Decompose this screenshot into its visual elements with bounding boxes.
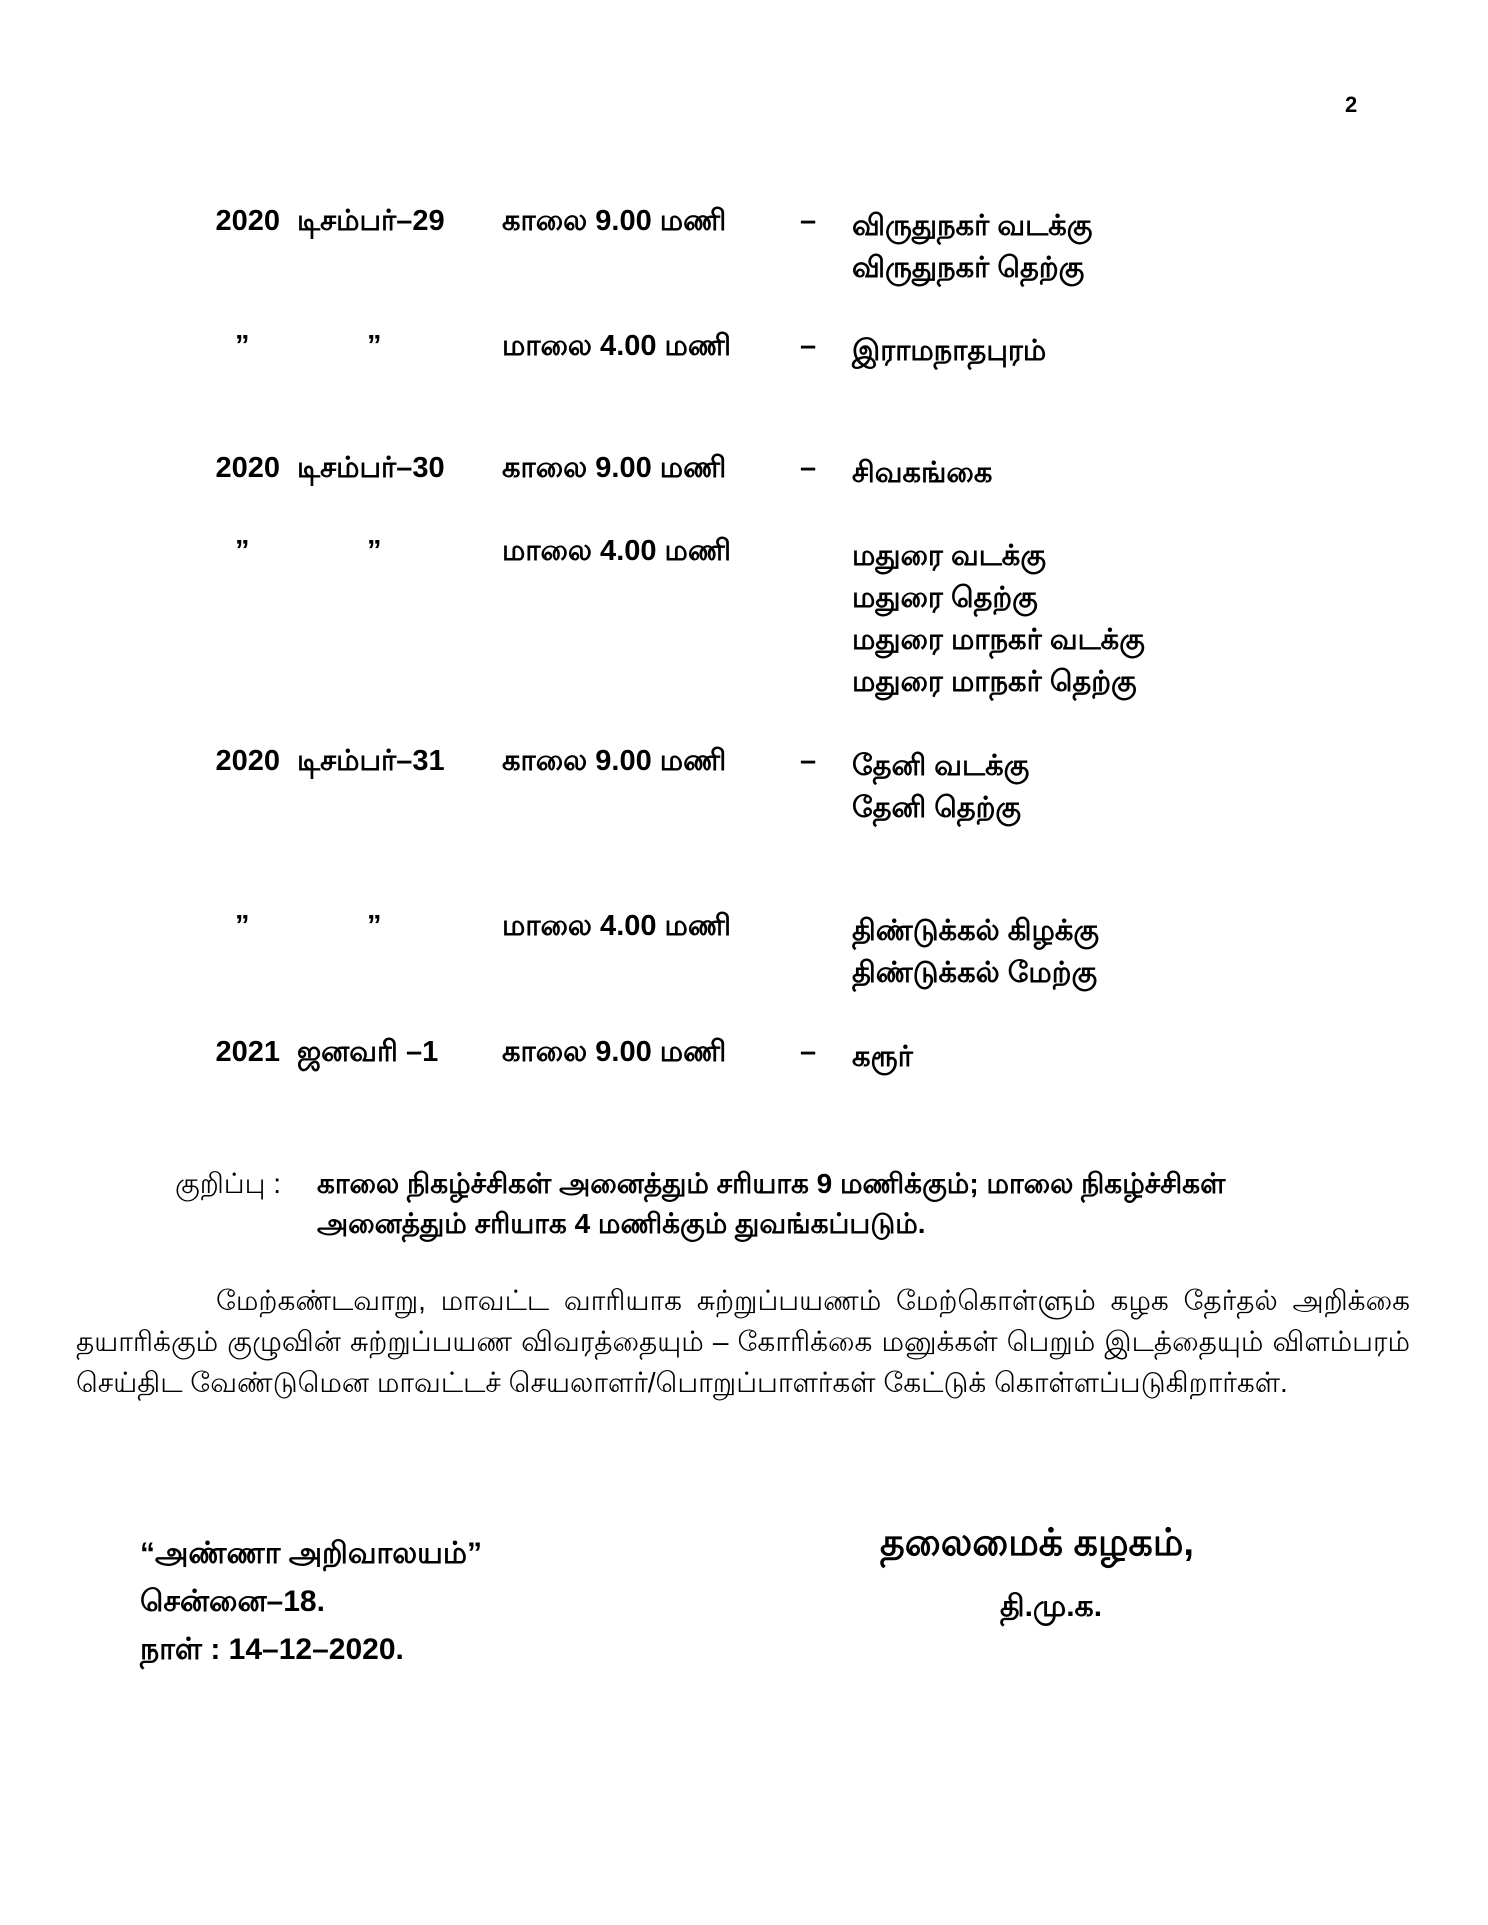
place-name: சிவகங்கை	[852, 457, 993, 489]
place-name: மதுரை மாநகர் தெற்கு	[852, 666, 1137, 698]
schedule-time: காலை 9.00 மணி	[502, 745, 727, 777]
place-name: தேனி தெற்கு	[852, 792, 1022, 824]
place-name: மதுரை மாநகர் வடக்கு	[852, 624, 1145, 656]
schedule-time: மாலை 4.00 மணி	[502, 910, 732, 942]
schedule-year: 2021	[215, 1036, 280, 1068]
place-name: திண்டுக்கல் கிழக்கு	[852, 915, 1100, 947]
page-number: 2	[1345, 92, 1358, 117]
signature-left	[140, 1530, 482, 1674]
schedule-time: காலை 9.00 மணி	[502, 452, 727, 484]
schedule-dash: –	[800, 745, 817, 777]
ditto-mark: ”	[235, 330, 250, 362]
place-name: கரூர்	[852, 1041, 913, 1073]
schedule-dash: –	[800, 1036, 817, 1068]
signature-subtitle: தி.மு.க.	[1000, 1590, 1103, 1623]
schedule-places	[852, 205, 1092, 289]
schedule-year: 2020	[215, 205, 280, 237]
schedule-places	[852, 1036, 913, 1078]
schedule-time: மாலை 4.00 மணி	[502, 535, 732, 567]
schedule-places	[852, 745, 1029, 829]
place-name: மதுரை தெற்கு	[852, 582, 1038, 614]
schedule-places	[852, 910, 1099, 994]
place-name: தேனி வடக்கு	[852, 750, 1030, 782]
place-name: விருதுநகர் தெற்கு	[852, 252, 1085, 284]
schedule-time: மாலை 4.00 மணி	[502, 330, 732, 362]
place-name: இராமநாதபுரம்	[852, 335, 1047, 367]
schedule-date: டிசம்பர்–30	[297, 452, 445, 484]
schedule-date: டிசம்பர்–29	[297, 205, 445, 237]
schedule-dash: –	[800, 205, 817, 237]
place-name: திண்டுக்கல் மேற்கு	[852, 957, 1098, 989]
schedule-time: காலை 9.00 மணி	[502, 1036, 727, 1068]
schedule-year: 2020	[215, 452, 280, 484]
schedule-date: ஜனவரி –1	[297, 1036, 439, 1068]
schedule-dash: –	[800, 330, 817, 362]
note-label: குறிப்பு :	[175, 1168, 282, 1199]
office-name: “அண்ணா அறிவாலயம்”	[140, 1537, 482, 1570]
schedule-dash: –	[800, 452, 817, 484]
office-city: சென்னை–18.	[140, 1585, 325, 1618]
body-paragraph: மேற்கண்டவாறு, மாவட்ட வாரியாக சுற்றுப்பயணம் மேற்கொள்ளும் கழக தேர்தல் அறிக்கை தயாரிக்கும் குழுவின் சுற்றுப்பயண விவரத்தையும் – கோரிக்கை மனுக்கள் பெறும் இடத்தையும் விளம்பரம் செய்திட வேண்டுமென மாவட்டச் செயலாளர்/பொறுப்பாளர்கள் கேட்டுக் கொள்ளப்படுகிறார்கள்.	[76, 1285, 1410, 1398]
schedule-year: 2020	[215, 745, 280, 777]
schedule-time: காலை 9.00 மணி	[502, 205, 727, 237]
schedule-places	[852, 330, 1046, 372]
note-text: காலை நிகழ்ச்சிகள் அனைத்தும் சரியாக 9 மணிக்கும்; மாலை நிகழ்ச்சிகள் அனைத்தும் சரியாக 4 மணிக்கும் துவங்கப்படும்.	[317, 1168, 1226, 1239]
ditto-mark: ”	[367, 330, 382, 362]
signature-title: தலைமைக் கழகம்,	[880, 1522, 1194, 1564]
ditto-mark: ”	[367, 910, 382, 942]
ditto-mark: ”	[235, 910, 250, 942]
place-name: விருதுநகர் வடக்கு	[852, 210, 1093, 242]
issue-date: நாள் : 14–12–2020.	[140, 1633, 404, 1666]
schedule-date: டிசம்பர்–31	[297, 745, 445, 777]
place-name: மதுரை வடக்கு	[852, 540, 1046, 572]
ditto-mark: ”	[235, 535, 250, 567]
schedule-places	[852, 452, 992, 494]
schedule-places	[852, 535, 1145, 703]
ditto-mark: ”	[367, 535, 382, 567]
